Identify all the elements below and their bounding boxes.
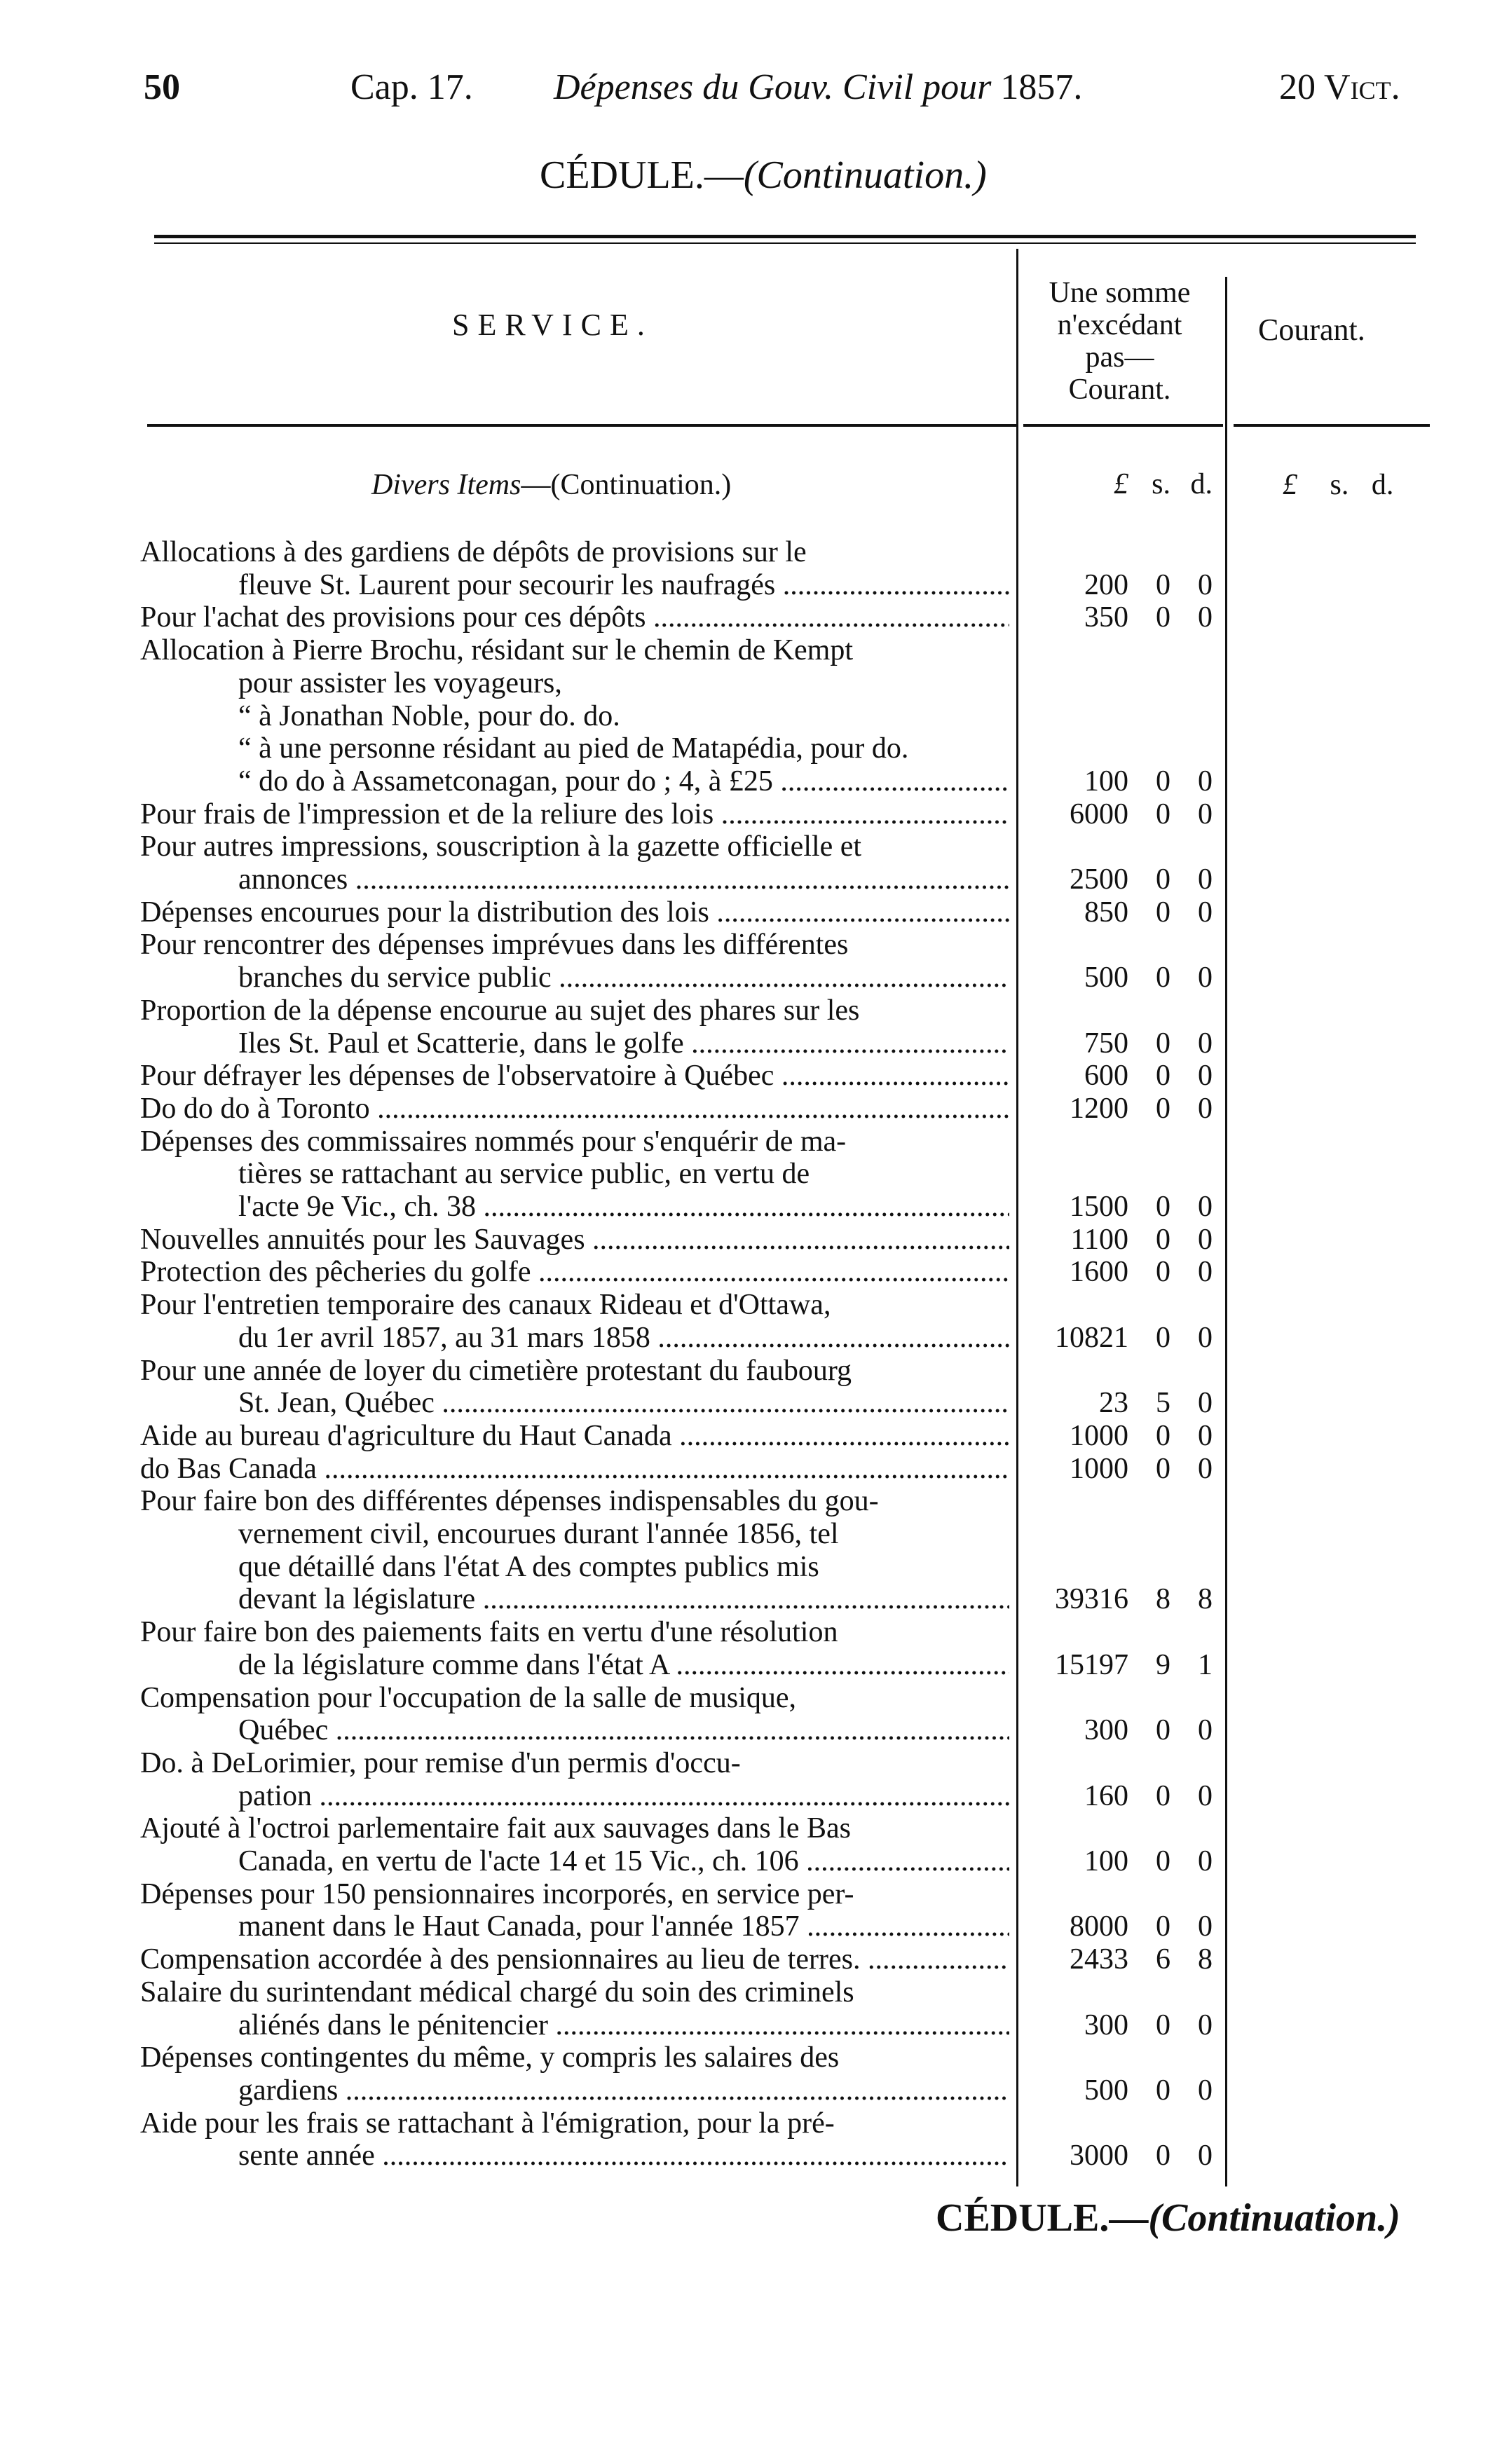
amount-shillings: 5 xyxy=(1156,1387,1170,1420)
top-rule-thin xyxy=(154,242,1416,244)
entry-line: Pour frais de l'impression et de la reliure des lois ..... xyxy=(140,798,1009,831)
entry-line: Allocations à des gardiens de dépôts de provisions sur le xyxy=(140,536,807,568)
entry-text xyxy=(140,1812,1009,1877)
entry-line: Do do do à Toronto ..... xyxy=(140,1093,1009,1125)
amount-pounds: 1500 xyxy=(1070,1191,1128,1223)
entry-text xyxy=(140,601,1009,634)
entry-line: Do. à DeLorimier, pour remise d'un permis d'occu- xyxy=(140,1746,741,1779)
amount-pounds: 2433 xyxy=(1070,1943,1128,1976)
entry-line: Pour autres impressions, souscription à la gazette officielle et xyxy=(140,830,862,863)
entry-text xyxy=(140,1976,1009,2041)
amount-pounds: 200 xyxy=(1084,568,1128,601)
entry-line: Dépenses des commissaires nommés pour s'enquérir de ma- xyxy=(140,1125,847,1158)
amount-pence: 0 xyxy=(1198,1387,1213,1420)
section-title-rest: —(Continuation.) xyxy=(521,469,732,501)
entry-text xyxy=(140,896,1009,929)
footer-schedule-title xyxy=(936,2196,1400,2240)
entry-line: Québec ..... xyxy=(140,1714,1009,1747)
entry-line: Pour rencontrer des dépenses imprévues dans les différentes xyxy=(140,929,849,961)
entry-text xyxy=(140,1125,1009,1224)
amount-pounds: 1200 xyxy=(1070,1092,1128,1125)
entry-line: tières se rattachant au service public, en vertu de xyxy=(238,1158,810,1191)
amount-pence: 0 xyxy=(1198,601,1213,634)
entry-line: aliénés dans le pénitencier ..... xyxy=(140,2009,1009,2042)
entry-line: annonces ..... xyxy=(140,863,1009,896)
entry-line: “ do do à Assametconagan, pour do ; 4, à £25 ..... xyxy=(140,765,1009,798)
amount-pence: 0 xyxy=(1198,2074,1213,2107)
pence-abbr: d. xyxy=(1190,468,1213,500)
entry-line: Aide au bureau d'agriculture du Haut Canada ..... xyxy=(140,1420,1009,1453)
entry-text xyxy=(140,2041,1009,2107)
entry-line: manent dans le Haut Canada, pour l'année 1857 ..... xyxy=(140,1910,1009,1943)
col1-heading-line: n'excédant xyxy=(1057,309,1182,341)
entry-text xyxy=(140,1224,1009,1257)
entry-line: pour assister les voyageurs, xyxy=(238,666,562,699)
entry-line: Proportion de la dépense encourue au sujet des phares sur les xyxy=(140,994,860,1027)
entry-line: Dépenses encourues pour la distribution des lois ..... xyxy=(140,896,1009,929)
entry-text xyxy=(140,1060,1009,1093)
pound-sign: £ xyxy=(1114,468,1128,500)
col1-heading-line: pas— xyxy=(1085,341,1154,374)
entry-line: “ à Jonathan Noble, pour do. do. xyxy=(238,699,620,732)
entry-text xyxy=(140,1420,1009,1453)
amount-shillings: 0 xyxy=(1156,798,1170,830)
heading-rule-col2 xyxy=(1234,424,1430,427)
amount-shillings: 0 xyxy=(1156,1027,1170,1060)
entry-line: St. Jean, Québec ..... xyxy=(140,1387,1009,1420)
amount-shillings: 0 xyxy=(1156,1321,1170,1354)
amount-shillings: 0 xyxy=(1156,863,1170,896)
amount-pence: 0 xyxy=(1198,2008,1213,2041)
entry-line: “ à une personne résidant au pied de Matapédia, pour do. xyxy=(238,732,909,765)
amount-shillings: 0 xyxy=(1156,1779,1170,1812)
top-rule-thick xyxy=(154,235,1416,238)
amount-pounds: 300 xyxy=(1084,1714,1128,1747)
amount-pence: 0 xyxy=(1198,896,1213,929)
amount-pence: 0 xyxy=(1198,863,1213,896)
amount-pounds: 1000 xyxy=(1070,1452,1128,1485)
heading-rule-service xyxy=(147,424,1016,427)
amount-pounds: 3000 xyxy=(1070,2140,1128,2172)
shilling-abbr: s. xyxy=(1330,469,1349,501)
amount-pounds: 750 xyxy=(1084,1027,1128,1060)
amount-shillings: 8 xyxy=(1156,1583,1170,1616)
section-title-italic: Divers Items xyxy=(371,469,521,501)
entry-line: Pour une année de loyer du cimetière protestant du faubourg xyxy=(140,1354,852,1387)
amount-pounds: 1000 xyxy=(1070,1419,1128,1452)
amount-shillings: 0 xyxy=(1156,1223,1170,1256)
amount-pence: 1 xyxy=(1198,1648,1213,1681)
col1-heading-line: Une somme xyxy=(1049,277,1191,309)
amount-pounds: 100 xyxy=(1084,765,1128,798)
amount-pence: 8 xyxy=(1198,1943,1213,1976)
amount-pence: 0 xyxy=(1198,1321,1213,1354)
entry-line: Canada, en vertu de l'acte 14 et 15 Vic., ch. 106 ..... xyxy=(140,1845,1009,1878)
amount-shillings: 0 xyxy=(1156,1419,1170,1452)
entry-text xyxy=(140,830,1009,896)
amount-pounds: 500 xyxy=(1084,961,1128,994)
amount-shillings: 0 xyxy=(1156,1714,1170,1747)
amount-shillings: 0 xyxy=(1156,601,1170,634)
amount-pence: 0 xyxy=(1198,1779,1213,1812)
shilling-abbr: s. xyxy=(1152,468,1170,500)
schedule-title-sub: (Continuation.) xyxy=(743,153,987,197)
entry-text xyxy=(140,1747,1009,1812)
amount-shillings: 0 xyxy=(1156,1910,1170,1943)
entry-text xyxy=(140,536,1009,601)
chapter-label: Cap. 17. xyxy=(350,67,473,107)
amount-shillings: 0 xyxy=(1156,2074,1170,2107)
entry-line: devant la législature ..... xyxy=(140,1583,1009,1616)
schedule-title xyxy=(540,153,987,198)
schedule-title-main: CÉDULE.— xyxy=(540,153,744,197)
amount-shillings: 0 xyxy=(1156,896,1170,929)
amount-pence: 0 xyxy=(1198,1910,1213,1943)
amount-shillings: 0 xyxy=(1156,1256,1170,1289)
amount-shillings: 0 xyxy=(1156,2140,1170,2172)
footer-title-sub: (Continuation.) xyxy=(1148,2196,1400,2240)
amount-shillings: 0 xyxy=(1156,568,1170,601)
entry-line: l'acte 9e Vic., ch. 38 ..... xyxy=(140,1191,1009,1224)
entry-line: Protection des pêcheries du golfe ..... xyxy=(140,1256,1009,1289)
entry-text xyxy=(140,1453,1009,1486)
entry-line: Nouvelles annuités pour les Sauvages ..... xyxy=(140,1224,1009,1257)
entry-text xyxy=(140,2107,1009,2172)
amount-pence: 8 xyxy=(1198,1583,1213,1616)
entry-text xyxy=(140,634,1009,798)
amount-pounds: 2500 xyxy=(1070,863,1128,896)
amount-pence: 0 xyxy=(1198,1452,1213,1485)
amount-pounds: 300 xyxy=(1084,2008,1128,2041)
amount-pence: 0 xyxy=(1198,1714,1213,1747)
entry-text xyxy=(140,1256,1009,1289)
amount-shillings: 0 xyxy=(1156,1845,1170,1877)
amount-shillings: 0 xyxy=(1156,2008,1170,2041)
entry-line: Dépenses contingentes du même, y compris les salaires des xyxy=(140,2041,840,2074)
amount-shillings: 0 xyxy=(1156,1092,1170,1125)
amount-pounds: 350 xyxy=(1084,601,1128,634)
amount-pounds: 10821 xyxy=(1055,1321,1128,1354)
page-number: 50 xyxy=(144,67,180,107)
amount-pounds: 500 xyxy=(1084,2074,1128,2107)
entry-text xyxy=(140,1485,1009,1616)
col1-heading-line: Courant. xyxy=(1068,374,1171,406)
amount-pence: 0 xyxy=(1198,2140,1213,2172)
amount-shillings: 0 xyxy=(1156,1452,1170,1485)
amount-pounds: 6000 xyxy=(1070,798,1128,830)
amount-pounds: 100 xyxy=(1084,1845,1128,1877)
entry-line: Ajouté à l'octroi parlementaire fait aux sauvages dans le Bas xyxy=(140,1812,852,1845)
entry-text xyxy=(140,929,1009,994)
amount-pence: 0 xyxy=(1198,1191,1213,1223)
running-title-year: 1857. xyxy=(1000,67,1083,107)
entry-line: Compensation accordée à des pensionnaires au lieu de terres. ..... xyxy=(140,1943,1009,1976)
amount-shillings: 0 xyxy=(1156,765,1170,798)
amount-shillings: 6 xyxy=(1156,1943,1170,1976)
entry-line: Pour défrayer les dépenses de l'observatoire à Québec ..... xyxy=(140,1060,1009,1093)
entry-line: sente année ..... xyxy=(140,2140,1009,2172)
entry-text xyxy=(140,994,1009,1060)
entry-line: Pour l'entretien temporaire des canaux Rideau et d'Ottawa, xyxy=(140,1289,831,1322)
column-divider-courant xyxy=(1225,277,1227,2186)
entry-text xyxy=(140,798,1009,831)
col2-heading: Courant. xyxy=(1258,313,1365,347)
entry-line: Pour l'achat des provisions pour ces dépôts ..... xyxy=(140,601,1009,634)
heading-rule-col1 xyxy=(1023,424,1223,427)
entry-line: branches du service public ..... xyxy=(140,961,1009,994)
amount-pounds: 600 xyxy=(1084,1060,1128,1093)
amount-pence: 0 xyxy=(1198,568,1213,601)
amount-pence: 0 xyxy=(1198,1060,1213,1093)
amount-pence: 0 xyxy=(1198,765,1213,798)
entry-line: Iles St. Paul et Scatterie, dans le golfe ..... xyxy=(140,1027,1009,1060)
entry-line: Allocation à Pierre Brochu, résidant sur le chemin de Kempt xyxy=(140,634,854,667)
pound-sign: £ xyxy=(1283,469,1297,501)
amount-pounds: 160 xyxy=(1084,1779,1128,1812)
amount-pounds: 8000 xyxy=(1070,1910,1128,1943)
entry-line: fleuve St. Laurent pour secourir les naufragés ..... xyxy=(140,569,1009,602)
entry-line: gardiens ..... xyxy=(140,2074,1009,2107)
amount-pence: 0 xyxy=(1198,1419,1213,1452)
entry-line: de la législature comme dans l'état A ..... xyxy=(140,1649,1009,1682)
pence-abbr: d. xyxy=(1371,469,1394,501)
amount-shillings: 0 xyxy=(1156,1060,1170,1093)
entry-text xyxy=(140,1289,1009,1354)
entry-line: Salaire du surintendant médical chargé du soin des criminels xyxy=(140,1976,854,2008)
amount-pence: 0 xyxy=(1198,1845,1213,1877)
amount-pence: 0 xyxy=(1198,1223,1213,1256)
amount-shillings: 9 xyxy=(1156,1648,1170,1681)
amount-pounds: 15197 xyxy=(1055,1648,1128,1681)
section-title xyxy=(371,468,731,502)
entry-text xyxy=(140,1355,1009,1420)
footer-title-main: CÉDULE.— xyxy=(936,2196,1149,2240)
entry-line: que détaillé dans l'état A des comptes publics mis xyxy=(238,1550,819,1583)
amount-shillings: 0 xyxy=(1156,961,1170,994)
amount-shillings: 0 xyxy=(1156,1191,1170,1223)
amount-pounds: 1100 xyxy=(1070,1223,1128,1256)
running-title xyxy=(554,67,1082,108)
running-title-italic: Dépenses du Gouv. Civil pour xyxy=(554,67,992,107)
entry-line: Compensation pour l'occupation de la salle de musique, xyxy=(140,1681,797,1714)
entry-text xyxy=(140,1682,1009,1747)
entry-line: Pour faire bon des paiements faits en vertu d'une résolution xyxy=(140,1616,838,1649)
amount-pounds: 1600 xyxy=(1070,1256,1128,1289)
entry-text xyxy=(140,1878,1009,1943)
entry-line: Dépenses pour 150 pensionnaires incorporés, en service per- xyxy=(140,1877,854,1910)
amount-pence: 0 xyxy=(1198,961,1213,994)
col1-heading xyxy=(1020,277,1220,406)
entry-line: do Bas Canada ..... xyxy=(140,1453,1009,1486)
entry-line: Pour faire bon des différentes dépenses indispensables du gou- xyxy=(140,1485,879,1518)
entry-text xyxy=(140,1616,1009,1681)
entry-text xyxy=(140,1943,1009,1976)
entry-line: vernement civil, encourues durant l'année 1856, tel xyxy=(238,1518,839,1550)
regnal-year: 20 Vict. xyxy=(1279,67,1400,107)
amount-pence: 0 xyxy=(1198,798,1213,830)
amount-pounds: 23 xyxy=(1099,1387,1128,1420)
amount-pounds: 39316 xyxy=(1055,1583,1128,1616)
entry-line: du 1er avril 1857, au 31 mars 1858 ..... xyxy=(140,1322,1009,1355)
amount-pence: 0 xyxy=(1198,1027,1213,1060)
currency-heading-col2 xyxy=(1283,468,1393,502)
amount-pence: 0 xyxy=(1198,1092,1213,1125)
service-heading: SERVICE. xyxy=(452,308,653,342)
amount-pence: 0 xyxy=(1198,1256,1213,1289)
entry-line: Aide pour les frais se rattachant à l'émigration, pour la pré- xyxy=(140,2107,835,2140)
amount-pounds: 850 xyxy=(1084,896,1128,929)
entry-text xyxy=(140,1093,1009,1125)
entry-line: pation ..... xyxy=(140,1780,1009,1813)
